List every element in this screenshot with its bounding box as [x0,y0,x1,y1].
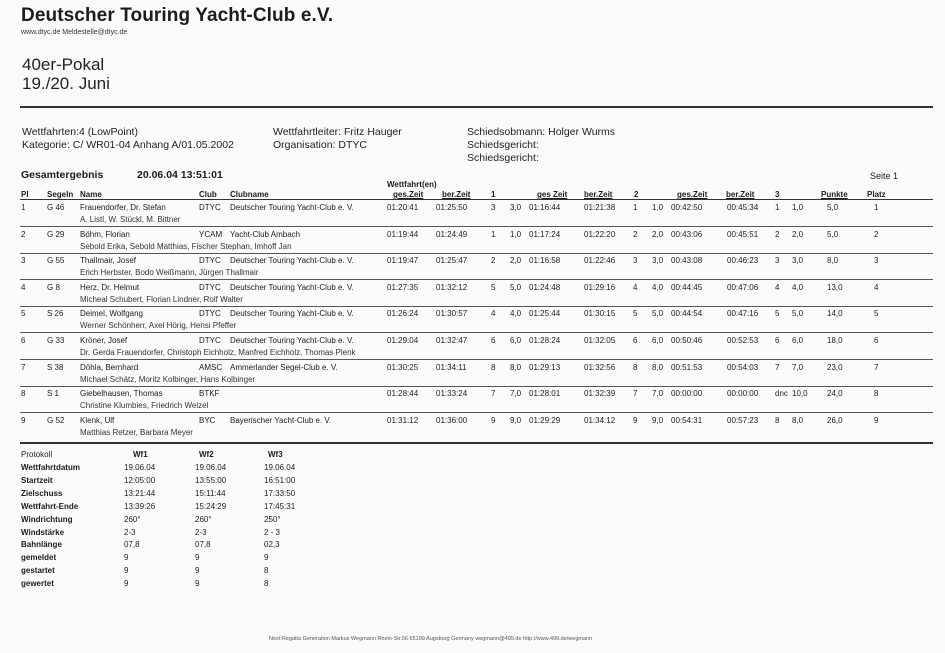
cell-name: Döhla, Bernhard [80,362,139,372]
protokoll-value: 9 [124,553,129,563]
protokoll-value: 19.06.04 [195,463,227,472]
cell-pl: 5 [21,309,26,319]
meta-right [467,126,615,165]
cell-platz: 1 [874,203,879,212]
cell-pl: 9 [21,415,26,425]
cell-clubname: Deutscher Touring Yacht-Club e. V. [230,336,354,345]
crew-names: Christine Klumbies, Friedrich Welzel [80,401,209,411]
cell-g3: 00:44:54 [671,309,703,319]
cell-b2: 01:22:46 [584,256,616,266]
protokoll-label: Bahnlänge [21,540,62,550]
cell-club: DTYC [199,309,221,319]
protokoll-label: Startzeit [21,475,53,485]
cell-b2: 01:32:56 [584,362,616,372]
cell-clubname: Deutscher Touring Yacht-Club e. V. [230,309,354,319]
col-ber-zeit-1: ber.Zeit [442,190,471,199]
cell-p2: 4 [633,282,638,292]
cell-p2: 2 [633,229,638,239]
protokoll-value: 260° [195,514,212,524]
cell-p2: 1 [633,203,638,212]
contact-line: www.dtyc.de Meldestelle@dtyc.de [21,29,128,36]
protokoll-value: 02,3 [264,540,280,550]
cell-p1: 1 [491,229,496,239]
cell-name: Klenk, Ulf [80,415,115,425]
crew-names: Werner Schönherr, Axel Hörig, Hensi Pfeffer [80,321,237,331]
cell-g3: 00:44:45 [671,282,703,292]
cell-b1: 01:34:11 [436,362,467,372]
cell-pl: 3 [21,256,26,266]
cell-name: Böhm, Florian [80,229,130,239]
cell-segel: G 8 [47,282,60,292]
col-name: Name [80,190,102,199]
protokoll-value: 15:11:44 [195,488,226,498]
row-divider [20,306,933,307]
page-number: Seite 1 [870,171,899,181]
meta-schiedsobmann: Schiedsobmann: Holger Wurms [467,126,616,138]
protokoll-race-header: Wf1 [133,450,148,459]
meta-schiedsgericht-1: Schiedsgericht: [467,139,539,151]
cell-pt2: 5,0 [652,309,664,319]
cell-punkte: 5,0 [827,203,839,212]
cell-p2: 6 [633,336,638,345]
cell-b3: 00:45:51 [727,229,759,239]
col-race-3: 3 [775,190,780,199]
cell-club: BTKF [199,389,220,399]
protokoll-value: 2-3 [124,527,136,537]
cell-pt1: 4,0 [510,309,522,319]
cell-clubname: Bayerischer Yacht-Club e. V. [230,415,332,425]
cell-g1: 01:30:25 [387,362,419,372]
cell-pt1: 3,0 [510,203,522,212]
protokoll-value: 12:05:00 [124,475,156,485]
cell-platz: 9 [874,415,879,425]
cell-punkte: 5,0 [827,229,839,239]
event-title [22,55,110,93]
cell-pt3: 2,0 [792,229,804,239]
cell-g2: 01:25:44 [529,309,561,319]
protokoll-value: 13:55:00 [195,475,227,485]
cell-pt2: 9,0 [652,415,664,425]
cell-b3: 00:00:00 [727,389,759,399]
cell-b3: 00:47:06 [727,282,759,292]
club-title-text: Deutscher Touring Yacht-Club e.V. [21,5,334,26]
cell-b2: 01:32:39 [584,389,616,399]
protokoll-title: Protokoll [21,450,53,459]
event-dates: 19./20. Juni [22,74,110,93]
protokoll-value: 250° [264,514,281,524]
protokoll-label: Wettfahrtdatum [21,463,80,472]
cell-pt3: 5,0 [792,309,804,319]
crew-names: Michael Schätz, Moritz Kolbinger, Hans Kolbinger [80,374,256,384]
cell-segel: G 55 [47,256,65,266]
cell-club: DTYC [199,256,221,266]
cell-g2: 01:28:01 [529,389,561,399]
cell-p1: 2 [491,256,496,266]
col-race-2: 2 [634,190,639,199]
crew-names: Micheal Schubert, Florian Lindner, Rolf Walter [80,294,243,304]
cell-segel: S 26 [47,309,64,319]
protokoll-value: 9 [124,579,129,589]
protokoll-label: gestartet [21,566,55,576]
cell-b1: 01:24:49 [436,229,468,239]
col-pl: Pl [21,190,29,199]
protokoll-race-header: Wf3 [268,450,283,459]
cell-platz: 6 [874,336,879,345]
cell-p3: 7 [775,362,780,372]
cell-name: Deimel, Wolfgang [80,309,143,319]
crew-names: Dr. Gerda Frauendorfer, Christoph Eichholz, Manfred Eichholz, Thomas Plenk [80,348,356,357]
cell-platz: 3 [874,256,879,266]
cell-p2: 5 [633,309,638,319]
cell-platz: 2 [874,229,879,239]
meta-middle [273,126,402,152]
col-clubname: Clubname [230,190,269,199]
event-name: 40er-Pokal [22,55,105,74]
protokoll-value: 9 [264,553,269,563]
cell-name: Giebelhausen, Thomas [80,389,163,399]
cell-pt2: 4,0 [652,282,664,292]
cell-pt3: 1,0 [792,203,804,212]
protokoll-label: Windstärke [21,527,65,537]
cell-pt1: 9,0 [510,415,522,425]
cell-b1: 01:36:00 [436,415,468,425]
protokoll-value: 13:21:44 [124,488,156,498]
protokoll-value: 17:45:31 [264,501,296,511]
cell-pt2: 8,0 [652,362,664,372]
cell-b3: 00:45:34 [727,203,759,212]
cell-b1: 01:32:12 [436,282,468,292]
cell-pl: 1 [21,203,26,212]
col-ber-zeit-2: ber.Zeit [584,190,613,199]
protokoll-value: 19.06.04 [124,463,156,472]
protokoll-value: 13:39:26 [124,501,156,511]
col-wettfahrten: Wettfahrt(en) [387,180,437,189]
protokoll-value: 2 - 3 [264,527,281,537]
cell-g1: 01:29:04 [387,336,419,345]
cell-b3: 00:47:16 [727,309,759,319]
protokoll-value: 16:51:00 [264,475,296,485]
cell-p2: 3 [633,256,638,266]
cell-b1: 01:30:57 [436,309,468,319]
cell-b2: 01:30:15 [584,309,616,319]
cell-g2: 01:17:24 [529,229,561,239]
row-divider [20,253,933,254]
cell-club: DTYC [199,336,221,345]
cell-name: Kröner, Josef [80,336,128,345]
cell-club: AMSC [199,362,223,372]
cell-segel: G 52 [47,415,65,425]
crew-names: A. Listl, W. Stückl, M. Bittner [80,215,181,224]
cell-b1: 01:33:24 [436,389,468,399]
cell-name: Thallmair, Josef [80,256,137,266]
cell-segel: S 38 [47,362,64,372]
cell-g2: 01:29:29 [529,415,561,425]
cell-punkte: 26,0 [827,415,843,425]
cell-pt2: 3,0 [652,256,664,266]
result-timestamp: 20.06.04 13:51:01 [137,169,223,181]
cell-platz: 8 [874,389,879,399]
cell-p3: 1 [775,203,780,212]
cell-punkte: 14,0 [827,309,843,319]
col-ges-zeit-3: ges.Zeit [677,190,708,199]
cell-g2: 01:28:24 [529,336,561,345]
cell-platz: 5 [874,309,879,319]
cell-p2: 9 [633,415,638,425]
cell-p1: 4 [491,309,496,319]
cell-p1: 7 [491,389,496,399]
cell-segel: G 33 [47,336,65,345]
protokoll-value: 17:33:50 [264,488,296,498]
cell-p1: 8 [491,362,496,372]
row-divider [20,279,933,280]
cell-platz: 4 [874,282,879,292]
protokoll-label: gemeldet [21,553,57,563]
cell-g3: 00:43:06 [671,229,703,239]
cell-punkte: 8,0 [827,256,839,266]
cell-p1: 3 [491,203,496,212]
cell-club: DTYC [199,203,221,212]
col-ber-zeit-3: ber.Zeit [726,190,755,199]
cell-pl: 2 [21,229,26,239]
protokoll-value: 8 [264,579,269,589]
crew-names: Matthias Retzer, Barbara Meyer [80,427,193,437]
cell-g1: 01:20:41 [387,203,419,212]
cell-punkte: 18,0 [827,336,843,345]
cell-club: BYC [199,415,216,425]
cell-name: Frauendorfer, Dr. Stefan [80,203,166,212]
cell-pt1: 6,0 [510,336,522,345]
col-ges-zeit-1: ges.Zeit [393,190,424,199]
cell-g2: 01:16:44 [529,203,561,212]
cell-g3: 00:43:08 [671,256,703,266]
cell-pt1: 2,0 [510,256,522,266]
cell-platz: 7 [874,362,879,372]
protokoll-race-header: Wf2 [199,450,214,459]
cell-pt2: 6,0 [652,336,664,345]
cell-b1: 01:25:50 [436,203,468,212]
col-platz: Platz [867,190,886,199]
cell-pt3: 7,0 [792,362,804,372]
cell-clubname: Ammerlander Segel-Club e. V. [230,362,338,372]
col-segeln: Segeln [47,190,74,199]
cell-clubname: Yacht-Club Ambach [230,229,301,239]
cell-pl: 4 [21,282,26,292]
cell-club: DTYC [199,282,221,292]
cell-g1: 01:19:47 [387,256,419,266]
cell-b1: 01:32:47 [436,336,468,345]
meta-organisation: Organisation: DTYC [273,139,367,151]
cell-g1: 01:27:35 [387,282,419,292]
row-divider [20,226,933,227]
cell-b3: 00:54:03 [727,362,759,372]
cell-pt3: 8,0 [792,415,804,425]
cell-pt1: 5,0 [510,282,522,292]
row-divider [20,359,933,360]
col-ges-zeit-2: ges Zeit [537,190,568,199]
meta-kategorie: Kategorie: C/ WR01-04 Anhang A/01.05.2002 [22,139,234,151]
cell-p3: 8 [775,415,780,425]
protokoll-value: 2-3 [195,527,207,537]
crew-names: Erich Herbster, Bodo Weißmann, Jürgen Thallmair [80,268,259,278]
protokoll-value: 260° [124,514,141,524]
cell-clubname: Deutscher Touring Yacht-Club e. V. [230,282,354,292]
cell-clubname: Deutscher Touring Yacht-Club e. V. [230,203,354,212]
cell-b2: 01:22:20 [584,229,616,239]
row-divider [20,412,933,413]
cell-p3: 2 [775,229,780,239]
cell-b3: 00:52:53 [727,336,759,345]
protokoll-label: gewertet [21,579,54,589]
cell-b2: 01:34:12 [584,415,616,425]
cell-pt3: 3,0 [792,256,804,266]
meta-wettfahrten: Wettfahrten:4 (LowPoint) [22,126,138,138]
crew-names: Sebold Erika, Sebold Matthias, Fischer Stephan, Imhoff Jan [80,241,292,251]
protokoll-value: 15:24:29 [195,501,227,511]
protokoll-value: 19.06.04 [264,463,296,472]
cell-pt2: 2,0 [652,229,664,239]
table-bottom-line [20,442,933,444]
cell-p1: 6 [491,336,496,345]
cell-b2: 01:32:05 [584,336,616,345]
cell-pt3: 10,0 [792,389,808,399]
meta-left [22,126,234,152]
protokoll-label: Wettfahrt-Ende [21,501,79,511]
cell-pt2: 7,0 [652,389,664,399]
cell-pt1: 7,0 [510,389,522,399]
col-punkte: Punkte [821,190,848,199]
cell-pl: 8 [21,389,26,399]
cell-pt3: 4,0 [792,282,804,292]
cell-g2: 01:16:58 [529,256,561,266]
protokoll-value: 9 [124,566,129,576]
cell-b1: 01:25:47 [436,256,468,266]
header-divider [20,106,933,108]
protokoll-value: 9 [195,566,200,576]
cell-b2: 01:21:38 [584,203,616,212]
cell-p3: 3 [775,256,780,266]
cell-g3: 00:54:31 [671,415,703,425]
cell-p2: 7 [633,389,638,399]
cell-segel: G 46 [47,203,65,212]
result-title: Gesamtergebnis [21,169,104,181]
cell-g2: 01:29:13 [529,362,561,372]
cell-p3: 5 [775,309,780,319]
cell-clubname: Deutscher Touring Yacht-Club e. V. [230,256,354,266]
footer-credits: Next Regatta Generation Markus Wegmann Rhein-Str.56 65199 Augsburg Germany wegmann@499.de http://www.499.de/wegmann [269,636,593,642]
cell-punkte: 13,0 [827,282,843,292]
protokoll-value: 07,8 [124,540,140,550]
cell-b2: 01:29:16 [584,282,616,292]
cell-punkte: 23,0 [827,362,843,372]
cell-punkte: 24,0 [827,389,843,399]
protokoll-label: Zielschuss [21,488,63,498]
cell-name: Herz, Dr. Helmut [80,282,140,292]
table-header-line [20,199,933,200]
cell-g1: 01:19:44 [387,229,419,239]
col-race-1: 1 [491,190,496,199]
cell-g3: 00:50:46 [671,336,703,345]
cell-club: YCAM [199,229,223,239]
cell-p2: 8 [633,362,638,372]
meta-schiedsgericht-2: Schiedsgericht: [467,152,539,164]
cell-pt3: 6,0 [792,336,804,345]
cell-g2: 01:24:48 [529,282,561,292]
cell-g1: 01:31:12 [387,415,419,425]
cell-g3: 00:42:50 [671,203,703,212]
cell-pl: 7 [21,362,26,372]
cell-p1: 9 [491,415,496,425]
cell-g1: 01:26:24 [387,309,419,319]
cell-pl: 6 [21,336,26,345]
cell-pt2: 1,0 [652,203,664,212]
cell-p3: dnc [775,389,788,399]
protokoll-value: 9 [195,579,200,589]
row-divider [20,332,933,333]
cell-p1: 5 [491,282,496,292]
cell-p3: 4 [775,282,780,292]
cell-g3: 00:00:00 [671,389,703,399]
cell-pt1: 1,0 [510,229,522,239]
cell-b3: 00:46:23 [727,256,759,266]
club-logo-icon [342,22,343,23]
cell-segel: G 29 [47,229,65,239]
cell-segel: S 1 [47,389,60,399]
protokoll-value: 8 [264,566,269,576]
cell-g3: 00:51:53 [671,362,703,372]
protokoll-value: 9 [195,553,200,563]
cell-g1: 01:28:44 [387,389,419,399]
cell-pt1: 8,0 [510,362,522,372]
protokoll-label: Windrichtung [21,514,73,524]
meta-wettfahrtleiter: Wettfahrtleiter: Fritz Hauger [273,126,402,138]
cell-b3: 00:57:23 [727,415,759,425]
row-divider [20,386,933,387]
cell-p3: 6 [775,336,780,345]
col-club: Club [199,190,217,199]
protokoll-value: 07,8 [195,540,211,550]
club-title [21,5,343,27]
